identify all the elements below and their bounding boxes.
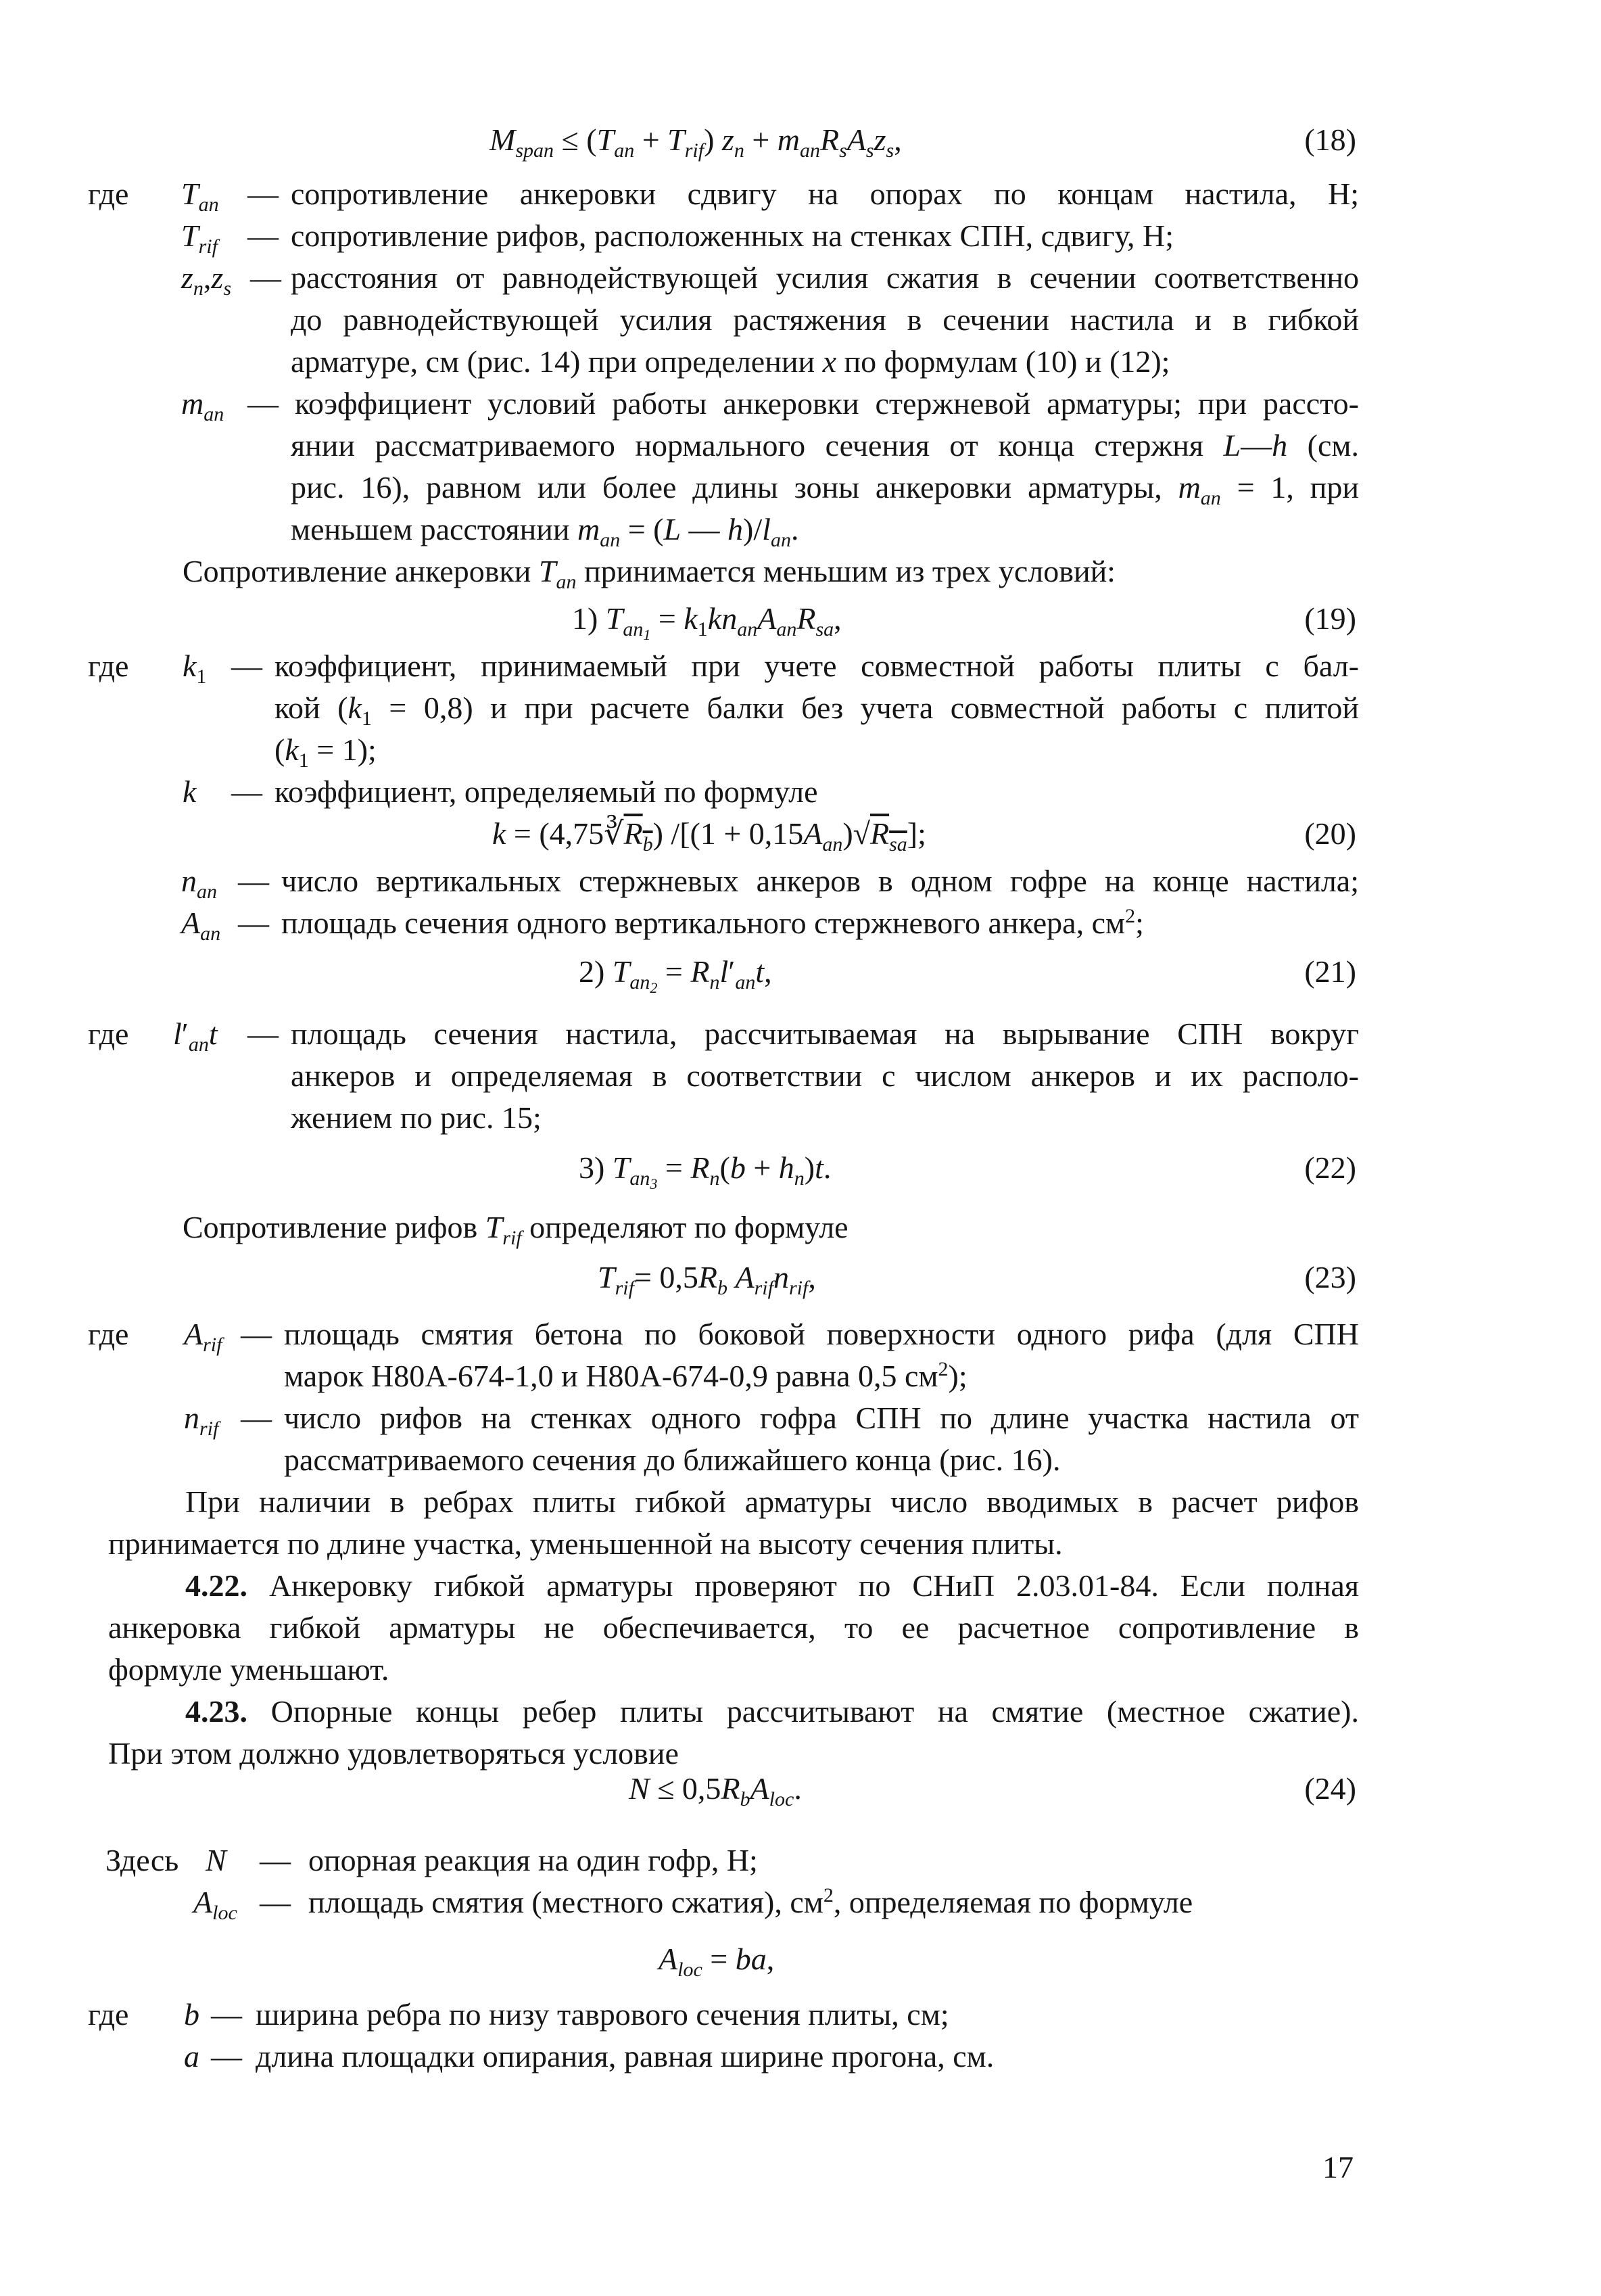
dash: — — [211, 2039, 242, 2074]
definition-text — [281, 860, 1359, 902]
definition-text — [274, 771, 1359, 813]
definition-text-t-rif: сопротивление рифов, расположенных на стенках СПН, сдвигу, Н; — [291, 218, 1174, 253]
equation-number-18: (18) — [1304, 122, 1356, 157]
dash: — — [247, 177, 279, 211]
equation-20: $k = (4,75∛R_b) /[(1 + 0,15A_{an})√R_{sa}]$; — [492, 816, 926, 856]
equation-23: $T_{rif}= 0,5R_b$ $A_{rif}n_{rif}$, — [598, 1260, 816, 1299]
definition-text-a-an: площадь сечения одного вертикального стержневого анкера, $см^2$; — [281, 905, 1144, 940]
definition-text — [308, 1840, 1359, 1881]
definition-k1 — [88, 645, 1359, 771]
equation-number-20: (20) — [1304, 816, 1356, 851]
definition-text-t-an: сопротивление анкеровки сдвигу на опорах по концам настила, Н; — [291, 177, 1359, 211]
definition-k — [88, 771, 1359, 813]
definition-a-an — [88, 902, 1359, 944]
definition-text-n-rif: число рифов на стенках одного гофра СПН по длине участка настила от рассматриваемого сечения до ближайшего конца (рис. 16). — [284, 1401, 1359, 1477]
where-word: где — [88, 177, 129, 211]
definition-text-k1: коэффициент, принимаемый при учете совместной работы плиты с бал- кой $(k_1 = 0,8)$ и при расчете балки без учета совместной работы с плитой $(k_1 = 1)$; — [274, 649, 1360, 772]
equation-24: $N \le 0,5R_bA_{loc}$. — [629, 1771, 802, 1810]
definition-z — [88, 257, 1359, 383]
equation-number-23: (23) — [1304, 1260, 1356, 1294]
paragraph-rif-resistance: Сопротивление рифов $T_{rif}$ определяют по формуле — [183, 1210, 849, 1249]
definition-text-a-rif: площадь смятия бетона по боковой поверхности одного рифа (для СПН марок Н80А-674-1,0 и Н80А-674-0,9 равна 0,5 $см^2$); — [284, 1317, 1359, 1393]
definition-text-m-an: — коэффициент условий работы анкеровки стержневой арматуры; при рассто- — [247, 386, 1359, 421]
paragraph-ribs: При наличии в ребрах плиты гибкой арматуры число вводимых в расчет рифов принимается по длине участка, уменьшенной на высоту сечения плиты. — [108, 1484, 1359, 1561]
dash: — — [231, 774, 262, 809]
dash: — — [238, 864, 269, 898]
section-4-22: 4.22. Анкеровку гибкой арматуры проверяют по СНиП 2.03.01-84. Если полная анкеровка гибкой арматуры не обеспечивается, то ее расчетное сопротивление в формуле уменьшают. — [108, 1568, 1359, 1687]
section-number-4-23: 4.23. — [185, 1694, 247, 1729]
paragraph-anchor-resistance: Сопротивление анкеровки $T_{an}$ принимается меньшим из трех условий: — [183, 554, 1116, 593]
definition-text-b: ширина ребра по низу таврового сечения плиты, см; — [256, 1997, 949, 2032]
where-word: где — [88, 1997, 129, 2032]
definition-l-an-t — [88, 1013, 1359, 1139]
equation-18: $M_{span} \le (T_{an} + T_{rif}) z_n + m_{an}R_sA_sz_s$, — [489, 122, 902, 162]
definition-text-n-an: число вертикальных стержневых анкеров в одном гофре на конце настила; — [281, 864, 1359, 898]
section-number-4-22: 4.22. — [185, 1568, 247, 1603]
definition-n-an — [88, 860, 1359, 902]
symbol-a: a — [184, 2039, 199, 2074]
dash: — — [241, 1317, 272, 1351]
where-word: где — [88, 1317, 129, 1351]
definition-text-k: коэффициент, определяемый по формуле — [274, 774, 818, 809]
definition-n-rif — [88, 1397, 1359, 1481]
dash: — — [260, 1843, 291, 1877]
symbol-a-loc: $A_{loc}$ — [193, 1885, 237, 1924]
symbol-k1: $k_1$ — [183, 649, 207, 688]
symbol-z: $z_n,z_s$ — [181, 260, 231, 300]
definition-m-an — [88, 383, 1359, 550]
definition-text-m-an-cont: янии рассматриваемого нормального сечения от конца стержня L—h (см. рис. 16), равном или более длины зоны анкеровки арматуры, $m_{an} = 1$, при меньшем расстоянии $m_{an} = (L$ — $h)/l_{an}$. — [291, 428, 1359, 551]
definition-t-an — [88, 173, 1359, 215]
definition-text — [291, 173, 1359, 215]
definition-text-l-an-t: площадь сечения настила, рассчитываемая на вырывание СПН вокруг анкеров и определяемая в соответствии с числом анкеров и их располо- жением по рис. 15; — [291, 1016, 1359, 1135]
dash: — — [250, 260, 281, 295]
symbol-k: k — [183, 774, 197, 809]
equation-number-19: (19) — [1304, 601, 1356, 636]
equation-21: 2) $T_{an_2} = R_nl'_{an}t$, — [579, 954, 772, 996]
equation-a-loc: $A_{loc}$ = ba, — [659, 1942, 775, 1981]
dash: — — [247, 1016, 279, 1051]
definition-text-a-loc: площадь смятия (местного сжатия), $см^2$, определяемая по формуле — [308, 1884, 1193, 1919]
dash: — — [260, 1885, 291, 1919]
dash: — — [238, 906, 269, 940]
equation-22: 3) $T_{an_3} = R_n(b + h_n)t$. — [579, 1150, 832, 1192]
definition-b — [88, 1994, 1359, 2036]
definition-text — [256, 2036, 1359, 2078]
symbol-a-an: $A_{an}$ — [181, 906, 221, 945]
symbol-t-an: $T_{an}$ — [181, 177, 219, 216]
here-word: Здесь — [105, 1843, 179, 1877]
symbol-m-an: $m_{an}$ — [181, 386, 224, 425]
definition-text — [291, 215, 1359, 257]
equation-19: 1) $T_{an_1} = k_1kn_{an}A_{an}R_{sa}$, — [572, 601, 842, 643]
equation-number-24: (24) — [1304, 1771, 1356, 1806]
symbol-l-an-t: $l'_{an}t$ — [173, 1016, 218, 1056]
definition-text — [256, 1994, 1359, 2036]
definition-text-z: расстояния от равнодействующей усилия сжатия в сечении соответственно до равнодействующей усилия растяжения в сечении настила и в гибкой арматуре, см (рис. 14) при определении x по формулам (10) и (12); — [291, 260, 1359, 379]
definition-text-n: опорная реакция на один гофр, Н; — [308, 1843, 758, 1877]
symbol-b: b — [184, 1997, 199, 2032]
equation-number-21: (21) — [1304, 954, 1356, 989]
symbol-n: N — [206, 1843, 226, 1877]
dash: — — [241, 1401, 272, 1435]
section-4-23: 4.23. Опорные концы ребер плиты рассчитывают на смятие (местное сжатие). При этом должно удовлетворяться условие — [108, 1694, 1359, 1771]
symbol-n-rif: $n_{rif}$ — [184, 1401, 219, 1440]
equation-number-22: (22) — [1304, 1150, 1356, 1185]
symbol-t-rif: $T_{rif}$ — [181, 218, 218, 258]
where-word: где — [88, 1016, 129, 1051]
dash: — — [211, 1997, 242, 2032]
dash: — — [231, 649, 262, 683]
where-word: где — [88, 649, 129, 683]
definition-t-rif — [88, 215, 1359, 257]
symbol-n-an: $n_{an}$ — [181, 864, 217, 903]
definition-a — [88, 2036, 1359, 2078]
definition-a-loc — [105, 1881, 1359, 1923]
page-number: 17 — [1322, 2150, 1354, 2184]
symbol-a-rif: $A_{rif}$ — [184, 1317, 222, 1356]
definition-a-rif — [88, 1313, 1359, 1397]
definition-text-a: длина площадки опирания, равная ширине прогона, см. — [256, 2039, 995, 2074]
definition-n — [105, 1840, 1359, 1881]
dash: — — [247, 218, 279, 253]
